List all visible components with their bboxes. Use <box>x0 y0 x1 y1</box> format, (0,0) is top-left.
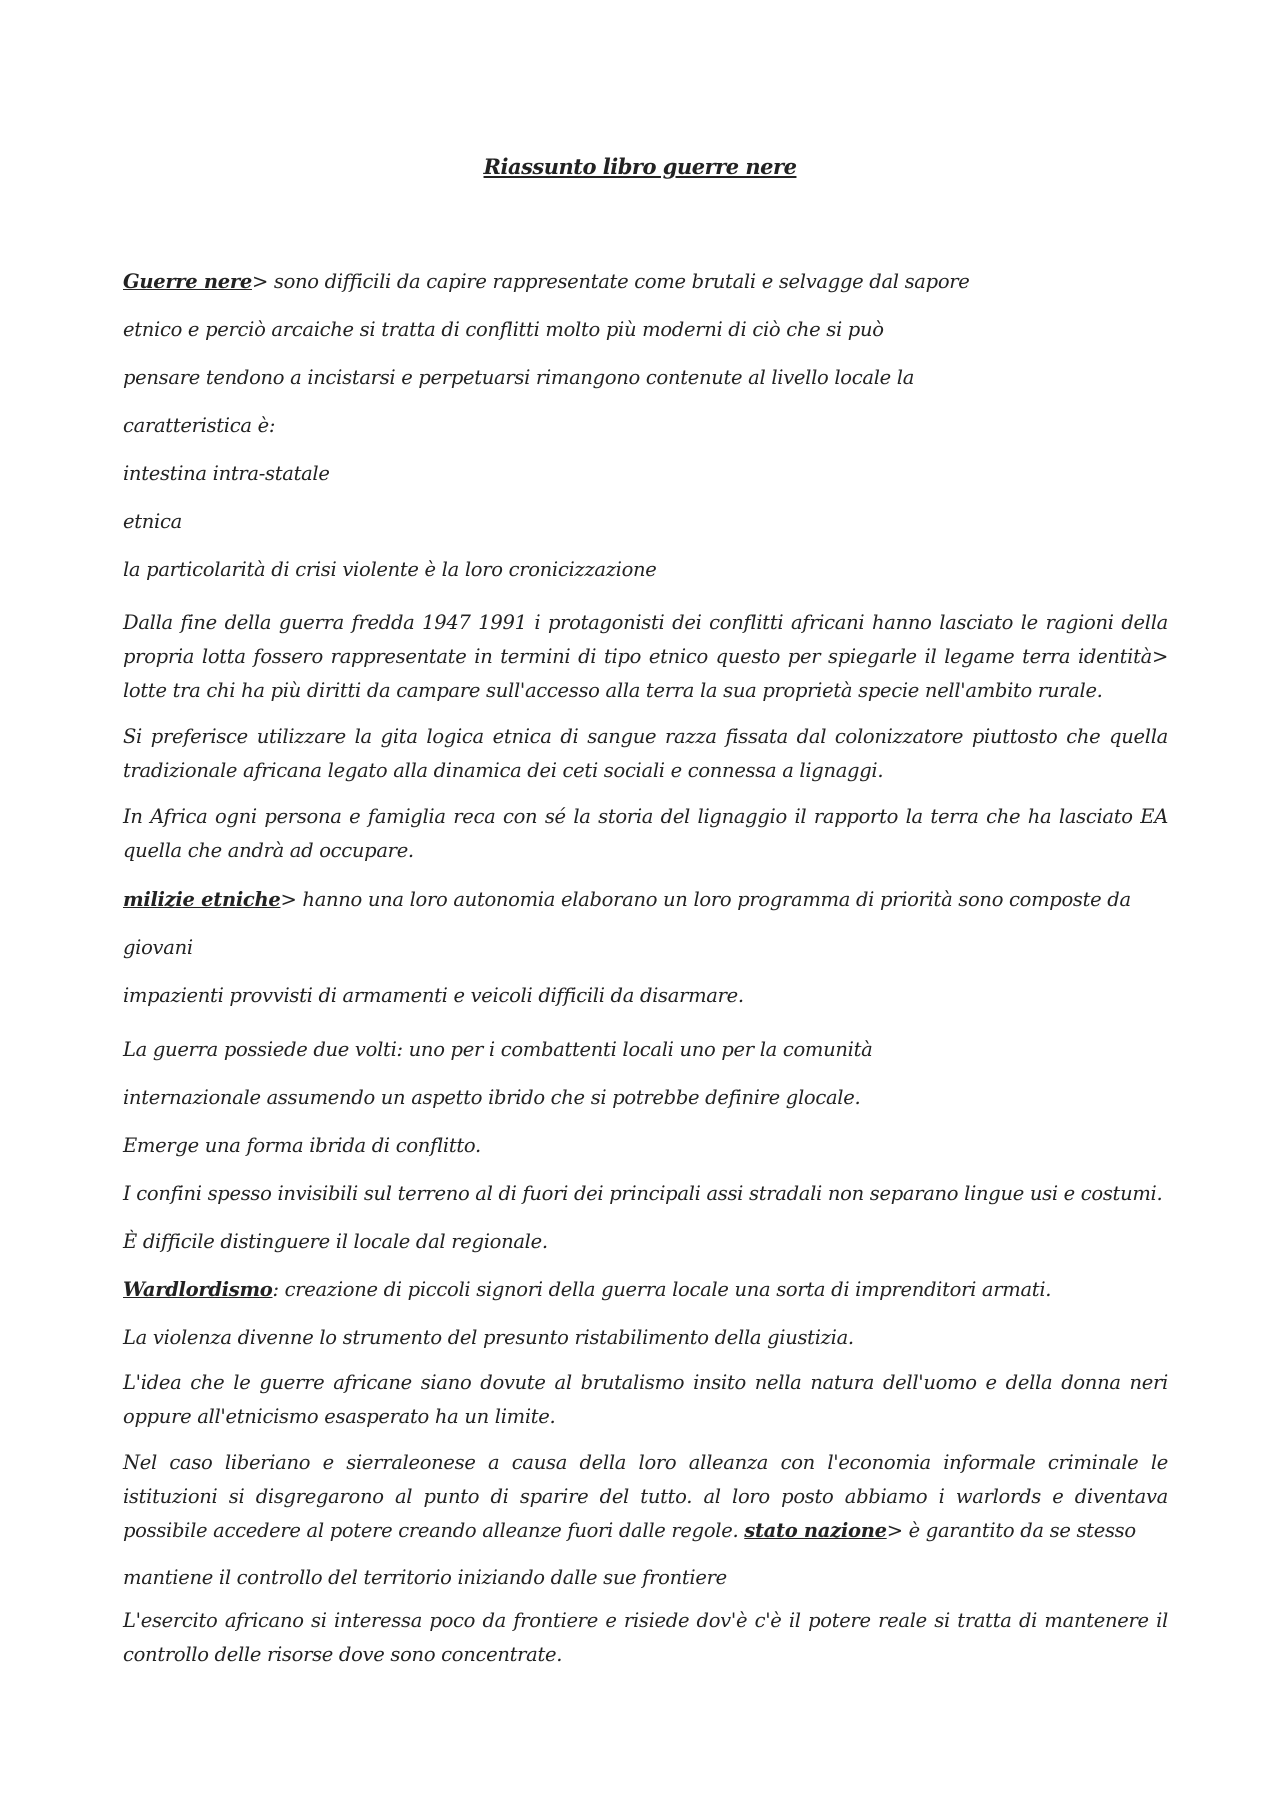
paragraph-wardlordismo: Wardlordismo: creazione di piccoli signori della guerra locale una sorta di imprenditori armati. <box>123 1278 1052 1301</box>
paragraph-violenza: La violenza divenne lo strumento del presunto ristabilimento della giustizia. <box>123 1326 854 1349</box>
text-line: La guerra possiede due volti: uno per i combattenti locali uno per la comunità <box>123 1038 873 1061</box>
paragraph-esercito: L'esercito africano si interessa poco da frontiere e risiede dov'è c'è il potere reale si tratta di mantenere il controllo delle risorse dove sono concentrate. <box>123 1609 1168 1666</box>
text-line: È difficile distinguere il locale dal regionale. <box>123 1230 548 1253</box>
intro-line-4: caratteristica è: <box>123 414 276 437</box>
paragraph-guerra-fredda: Dalla fine della guerra fredda 1947 1991 i protagonisti dei conflitti africani hanno lasciato le ragioni della propria lotta fossero rappresentate in termini di tipo etnico questo per spiegarle il legame terra identità> lotte tra chi ha più diritti da campare sull'accesso alla terra la sua proprietà specie nell'ambito rurale. <box>123 611 1168 702</box>
paragraph-africa-lignaggio: In Africa ogni persona e famiglia reca con sé la storia del lignaggio il rapporto la terra che ha lasciato EA quella che andrà ad occupare. <box>123 805 1168 862</box>
intro-line-3: pensare tendono a incistarsi e perpetuarsi rimangono contenute al livello locale la <box>123 366 915 389</box>
paragraph-territorio: mantiene il controllo del territorio iniziando dalle sue frontiere <box>123 1566 727 1589</box>
list-item: intestina intra-statale <box>123 462 330 485</box>
keyword-milizie-etniche: milizie etniche <box>123 888 281 911</box>
list-item: la particolarità di crisi violente è la loro cronicizzazione <box>123 558 657 581</box>
text-line: internazionale assumendo un aspetto ibrido che si potrebbe definire glocale. <box>123 1086 861 1109</box>
document-body <box>123 258 1168 1672</box>
paragraph-liberiano: Nel caso liberiano e sierraleonese a causa della loro alleanza con l'economia informale criminale le istituzioni si disgregarono al punto di sparire del tutto. al loro posto abbiamo i warlords e diventava possibile accedere al potere creando alleanze fuori dalle regole. stato nazione> è garantito da se stesso <box>123 1451 1168 1542</box>
paragraph-milizie-line-1: milizie etniche> hanno una loro autonomia elaborano un loro programma di priorità sono composte da giovani <box>123 888 1131 959</box>
list-item: etnica <box>123 510 182 533</box>
text-line: Emerge una forma ibrida di conflitto. <box>123 1134 481 1157</box>
keyword-wardlordismo: Wardlordismo <box>123 1278 273 1301</box>
intro-line-1: Guerre nere> sono difficili da capire rappresentate come brutali e selvagge dal sapore <box>123 270 970 293</box>
paragraph-brutalismo: L'idea che le guerre africane siano dovute al brutalismo insito nella natura dell'uomo e della donna neri oppure all'etnicismo esasperato ha un limite. <box>123 1371 1168 1428</box>
paragraph-logica-etnica: Si preferisce utilizzare la gita logica etnica di sangue razza fissata dal colonizzatore piuttosto che quella tradizionale africana legato alla dinamica dei ceti sociali e connessa a lignaggi. <box>123 725 1168 782</box>
text-line: I confini spesso invisibili sul terreno al di fuori dei principali assi stradali non separano lingue usi e costumi. <box>123 1182 1163 1205</box>
document-title: Riassunto libro guerre nere <box>483 154 797 179</box>
keyword-guerre-nere: Guerre nere <box>123 270 252 293</box>
intro-line-2: etnico e perciò arcaiche si tratta di conflitti molto più moderni di ciò che si può <box>123 318 884 341</box>
paragraph-milizie-line-2: impazienti provvisti di armamenti e veicoli difficili da disarmare. <box>123 984 744 1007</box>
keyword-stato-nazione: stato nazione <box>744 1519 887 1542</box>
